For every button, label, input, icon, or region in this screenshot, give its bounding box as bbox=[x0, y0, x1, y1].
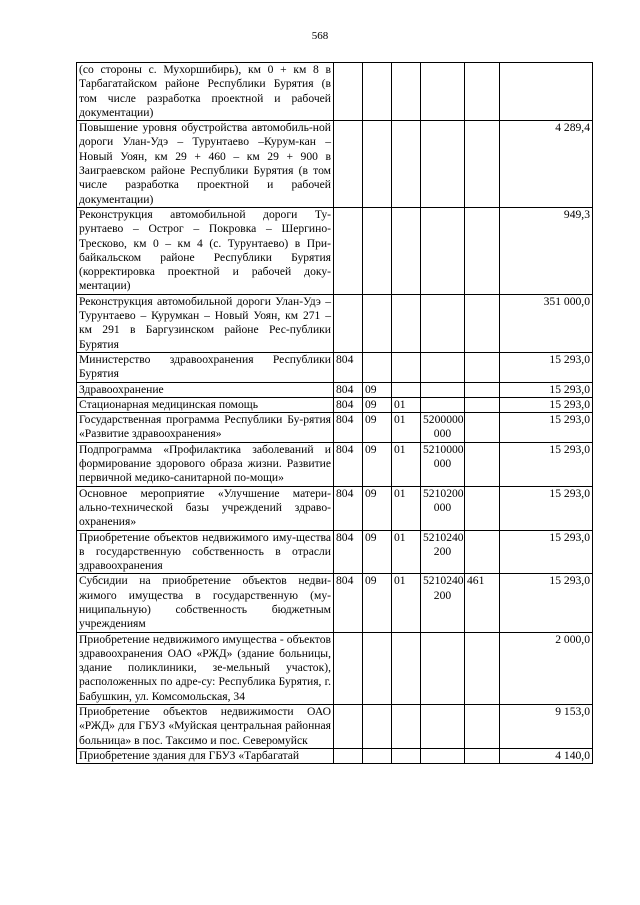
table-row bbox=[77, 63, 593, 121]
expense-type-cell bbox=[465, 63, 500, 121]
sum-cell bbox=[500, 63, 593, 121]
item-name-cell: (со стороны с. Мухоршибирь), км 0 + км 8 в Тарбагатайском районе Республики Бурятия (в том числе разработка проектной и рабочей документации) bbox=[77, 63, 334, 121]
section-code-cell: 09 bbox=[363, 574, 392, 632]
section-code-cell bbox=[363, 63, 392, 121]
item-name-cell: Приобретение объектов недвижимого иму-щества в государственную собственность в отрасли здравоохранения bbox=[77, 530, 334, 574]
ministry-code-cell bbox=[334, 632, 363, 704]
section-code-cell bbox=[363, 121, 392, 208]
subsection-code-cell bbox=[392, 748, 421, 763]
sum-cell: 15 293,0 bbox=[500, 382, 593, 397]
ministry-code-cell bbox=[334, 207, 363, 294]
table-row bbox=[77, 442, 593, 486]
item-name-cell: Министерство здравоохранения Республики Бурятия bbox=[77, 352, 334, 382]
sum-cell: 2 000,0 bbox=[500, 632, 593, 704]
budget-table-body bbox=[77, 63, 593, 764]
target-article-cell: 5210240 200 bbox=[421, 530, 465, 574]
table-row bbox=[77, 382, 593, 397]
sum-cell: 15 293,0 bbox=[500, 530, 593, 574]
table-row bbox=[77, 413, 593, 443]
expense-type-cell bbox=[465, 294, 500, 352]
expense-type-cell bbox=[465, 352, 500, 382]
section-code-cell bbox=[363, 632, 392, 704]
target-article-cell: 5210240 200 bbox=[421, 574, 465, 632]
expense-type-cell bbox=[465, 207, 500, 294]
target-article-cell bbox=[421, 294, 465, 352]
section-code-cell: 09 bbox=[363, 530, 392, 574]
section-code-cell bbox=[363, 705, 392, 749]
subsection-code-cell: 01 bbox=[392, 574, 421, 632]
sum-cell: 15 293,0 bbox=[500, 413, 593, 443]
sum-cell: 4 289,4 bbox=[500, 121, 593, 208]
ministry-code-cell bbox=[334, 748, 363, 763]
ministry-code-cell bbox=[334, 294, 363, 352]
table-row bbox=[77, 748, 593, 763]
subsection-code-cell bbox=[392, 382, 421, 397]
expense-type-cell bbox=[465, 382, 500, 397]
ministry-code-cell: 804 bbox=[334, 413, 363, 443]
budget-table bbox=[76, 62, 593, 764]
section-code-cell: 09 bbox=[363, 413, 392, 443]
expense-type-cell bbox=[465, 413, 500, 443]
target-article-cell bbox=[421, 382, 465, 397]
subsection-code-cell bbox=[392, 632, 421, 704]
section-code-cell bbox=[363, 294, 392, 352]
page-number: 568 bbox=[311, 30, 329, 42]
sum-cell: 9 153,0 bbox=[500, 705, 593, 749]
subsection-code-cell: 01 bbox=[392, 397, 421, 412]
ministry-code-cell bbox=[334, 121, 363, 208]
ministry-code-cell: 804 bbox=[334, 382, 363, 397]
item-name-cell: Здравоохранение bbox=[77, 382, 334, 397]
item-name-cell: Реконструкция автомобильной дороги Ту-рунтаево – Острог – Покровка – Шергино-Тресково, км 0 – км 4 (с. Турунтаево) в При-байкальском районе Республики Бурятия (корректировка проектной и рабочей доку-ментации) bbox=[77, 207, 334, 294]
target-article-cell bbox=[421, 63, 465, 121]
item-name-cell: Подпрограмма «Профилактика заболеваний и формирование здорового образа жизни. Развитие первичной медико-санитарной по-мощи» bbox=[77, 442, 334, 486]
table-row bbox=[77, 397, 593, 412]
subsection-code-cell bbox=[392, 121, 421, 208]
item-name-cell: Приобретение здания для ГБУЗ «Тарбагатай bbox=[77, 748, 334, 763]
target-article-cell: 5210200 000 bbox=[421, 486, 465, 530]
expense-type-cell bbox=[465, 397, 500, 412]
table-row bbox=[77, 352, 593, 382]
subsection-code-cell: 01 bbox=[392, 442, 421, 486]
item-name-cell: Субсидии на приобретение объектов недви-жимого имущества в государственную (му-ниципальную) собственность бюджетным учреждениям bbox=[77, 574, 334, 632]
table-row bbox=[77, 530, 593, 574]
item-name-cell: Приобретение недвижимого имущества - объектов здравоохранения ОАО «РЖД» (здание больницы, здание поликлиники, зе-мельный участок), расположенных по адре-су: Республика Бурятия, г. Бабушкин, ул. Комсомольская, 34 bbox=[77, 632, 334, 704]
table-row bbox=[77, 574, 593, 632]
target-article-cell bbox=[421, 632, 465, 704]
ministry-code-cell: 804 bbox=[334, 352, 363, 382]
item-name-cell: Стационарная медицинская помощь bbox=[77, 397, 334, 412]
subsection-code-cell bbox=[392, 207, 421, 294]
expense-type-cell bbox=[465, 748, 500, 763]
section-code-cell: 09 bbox=[363, 382, 392, 397]
section-code-cell bbox=[363, 207, 392, 294]
expense-type-cell bbox=[465, 121, 500, 208]
target-article-cell bbox=[421, 705, 465, 749]
section-code-cell bbox=[363, 352, 392, 382]
sum-cell: 351 000,0 bbox=[500, 294, 593, 352]
table-row bbox=[77, 294, 593, 352]
sum-cell: 15 293,0 bbox=[500, 574, 593, 632]
target-article-cell bbox=[421, 121, 465, 208]
target-article-cell bbox=[421, 352, 465, 382]
subsection-code-cell: 01 bbox=[392, 413, 421, 443]
sum-cell: 949,3 bbox=[500, 207, 593, 294]
item-name-cell: Основное мероприятие «Улучшение матери-ально-технической базы учреждений здраво-охранения» bbox=[77, 486, 334, 530]
ministry-code-cell bbox=[334, 63, 363, 121]
item-name-cell: Государственная программа Республики Бу-рятия «Развитие здравоохранения» bbox=[77, 413, 334, 443]
ministry-code-cell bbox=[334, 705, 363, 749]
sum-cell: 15 293,0 bbox=[500, 442, 593, 486]
target-article-cell bbox=[421, 207, 465, 294]
expense-type-cell bbox=[465, 486, 500, 530]
subsection-code-cell bbox=[392, 705, 421, 749]
item-name-cell: Повышение уровня обустройства автомобиль-ной дороги Улан-Удэ – Турунтаево –Курум-кан – Новый Уоян, км 29 + 460 – км 29 + 900 в Заиграевском районе Республики Бурятия (в том числе разработка проектной и рабочей документации) bbox=[77, 121, 334, 208]
target-article-cell: 5210000 000 bbox=[421, 442, 465, 486]
section-code-cell bbox=[363, 748, 392, 763]
subsection-code-cell: 01 bbox=[392, 530, 421, 574]
expense-type-cell bbox=[465, 632, 500, 704]
table-row bbox=[77, 705, 593, 749]
sum-cell: 15 293,0 bbox=[500, 486, 593, 530]
target-article-cell: 5200000 000 bbox=[421, 413, 465, 443]
expense-type-cell: 461 bbox=[465, 574, 500, 632]
expense-type-cell bbox=[465, 530, 500, 574]
table-row bbox=[77, 632, 593, 704]
section-code-cell: 09 bbox=[363, 442, 392, 486]
ministry-code-cell: 804 bbox=[334, 442, 363, 486]
subsection-code-cell: 01 bbox=[392, 486, 421, 530]
expense-type-cell bbox=[465, 442, 500, 486]
sum-cell: 15 293,0 bbox=[500, 352, 593, 382]
subsection-code-cell bbox=[392, 352, 421, 382]
sum-cell: 15 293,0 bbox=[500, 397, 593, 412]
table-row bbox=[77, 207, 593, 294]
table-row bbox=[77, 121, 593, 208]
section-code-cell: 09 bbox=[363, 486, 392, 530]
subsection-code-cell bbox=[392, 294, 421, 352]
target-article-cell bbox=[421, 748, 465, 763]
sum-cell: 4 140,0 bbox=[500, 748, 593, 763]
subsection-code-cell bbox=[392, 63, 421, 121]
table-row bbox=[77, 486, 593, 530]
section-code-cell: 09 bbox=[363, 397, 392, 412]
ministry-code-cell: 804 bbox=[334, 530, 363, 574]
ministry-code-cell: 804 bbox=[334, 574, 363, 632]
item-name-cell: Приобретение объектов недвижимости ОАО «РЖД» для ГБУЗ «Муйская центральная районная больница» в пос. Таксимо и пос. Северомуйск bbox=[77, 705, 334, 749]
ministry-code-cell: 804 bbox=[334, 397, 363, 412]
ministry-code-cell: 804 bbox=[334, 486, 363, 530]
item-name-cell: Реконструкция автомобильной дороги Улан-Удэ – Турунтаево – Курумкан – Новый Уоян, км 271 – км 291 в Баргузинском районе Рес-публики Бурятия bbox=[77, 294, 334, 352]
target-article-cell bbox=[421, 397, 465, 412]
expense-type-cell bbox=[465, 705, 500, 749]
